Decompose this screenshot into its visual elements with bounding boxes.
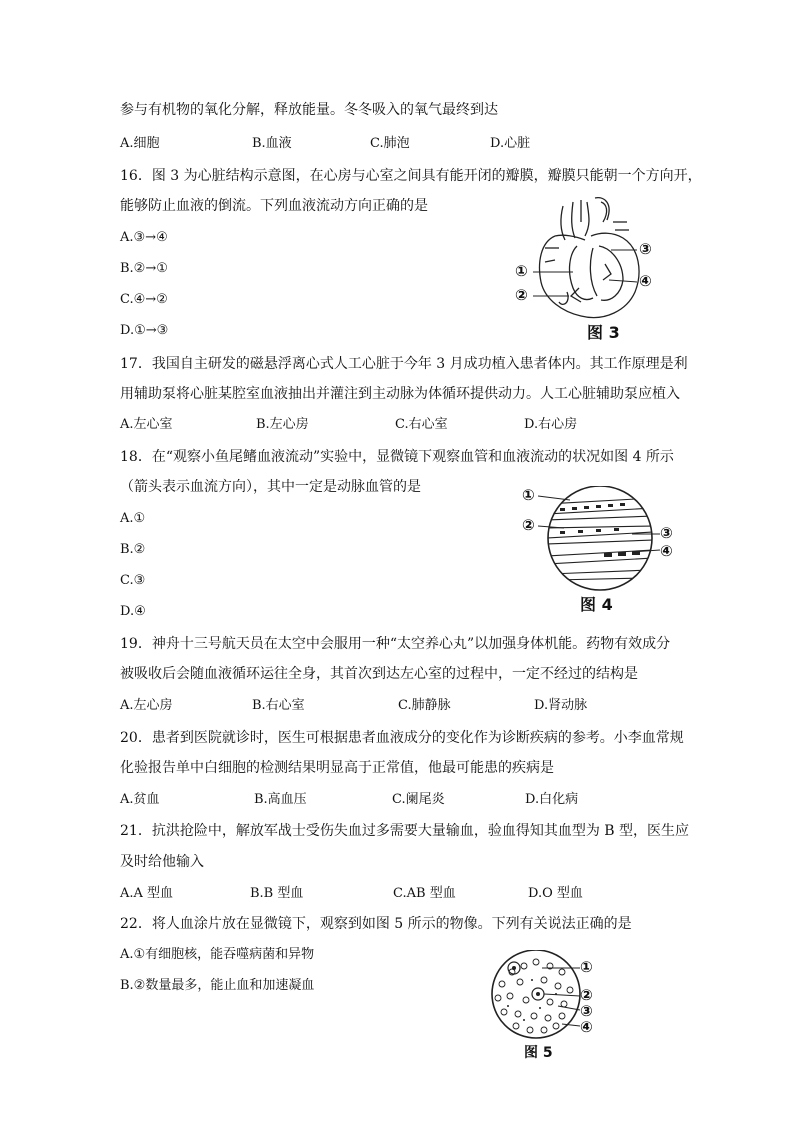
option-d: D.①→③ [120,323,169,338]
option-a: A.左心房 [120,698,173,713]
figure-4-label-4: ④ [660,542,673,560]
figure-5-label-3: ③ [580,1002,593,1020]
question-20-cont: 化验报告单中白细胞的检测结果明显高于正常值，他最可能患的疾病是 [120,760,554,776]
question-20: 20．患者到医院就诊时，医生可根据患者血液成分的变化作为诊断疾病的参考。小李血常规 [120,730,684,746]
question-22: 22．将人血涂片放在显微镜下，观察到如图 5 所示的物像。下列有关说法正确的是 [120,916,632,932]
figure-3-label-3: ③ [639,240,652,258]
option-a: A.贫血 [120,792,160,807]
option-d: D.④ [120,604,146,619]
option-c: C.右心室 [395,417,448,432]
option-d: D.肾动脉 [534,698,588,713]
figure-5-blood-smear [478,950,608,1060]
figure-3-heart-diagram [515,192,675,342]
option-a: A.左心室 [120,417,173,432]
option-a: A.细胞 [120,136,160,151]
question-21-cont: 及时给他输入 [120,854,204,870]
figure-5-label-2: ② [580,986,593,1004]
question-18-cont: （箭头表示血流方向），其中一定是动脉血管的是 [120,479,421,495]
figure-4-label-3: ③ [660,524,673,542]
option-a: A.A 型血 [120,886,174,901]
figure-3-label-2: ② [515,286,528,304]
question-16-cont: 能够防止血液的倒流。下列血液流动方向正确的是 [120,198,428,214]
option-a: A.① [120,511,146,526]
option-c: C.阑尾炎 [392,792,445,807]
question-21: 21．抗洪抢险中，解放军战士受伤失血过多需要大量输血，验血得知其血型为 B 型，医生应 [120,823,690,839]
option-b: B.B 型血 [250,886,304,901]
option-a: A.①有细胞核，能吞噬病菌和异物 [120,947,315,962]
option-c: C.AB 型血 [393,886,456,901]
figure-4-caption: 图 4 [580,595,613,614]
figure-5-label-4: ④ [580,1018,593,1036]
figure-4-label-1: ① [522,486,535,504]
option-d: D.O 型血 [528,886,583,901]
question-19-cont: 被吸收后会随血液循环运往全身，其首次到达左心室的过程中，一定不经过的结构是 [120,666,638,682]
option-b: B.②→① [120,261,168,276]
question-16: 16．图 3 为心脏结构示意图，在心房与心室之间具有能开闭的瓣膜，瓣膜只能朝一个方向开， [120,168,702,184]
figure-3-caption: 图 3 [587,323,620,342]
figure-5-label-1: ① [580,958,593,976]
option-b: B.右心室 [252,698,305,713]
question-18: 18．在“观察小鱼尾鳍血液流动”实验中，显微镜下观察血管和血液流动的状况如图 4 所示 [120,449,674,465]
option-d: D.心脏 [490,136,531,151]
question-17-cont: 用辅助泵将心脏某腔室血液抽出并灌注到主动脉为体循环提供动力。人工心脏辅助泵应植入 [120,386,680,402]
option-c: C.肺泡 [370,136,410,151]
option-d: D.右心房 [524,417,578,432]
figure-4-blood-vessels [520,486,680,616]
option-b: B.② [120,542,146,557]
question-17: 17．我国自主研发的磁悬浮离心式人工心脏于今年 3 月成功植入患者体内。其工作原理是利 [120,356,688,372]
text-line: 参与有机物的氧化分解，释放能量。冬冬吸入的氧气最终到达 [120,102,498,118]
option-c: C.③ [120,573,146,588]
option-b: B.血液 [252,136,292,151]
figure-3-label-4: ④ [639,272,652,290]
option-c: C.④→② [120,292,168,307]
option-c: C.肺静脉 [398,698,451,713]
option-d: D.白化病 [525,792,579,807]
option-a: A.③→④ [120,230,168,245]
option-b: B.②数量最多，能止血和加速凝血 [120,978,315,993]
figure-4-label-2: ② [522,516,535,534]
blood-vessel-image [520,486,680,596]
question-19: 19．神舟十三号航天员在太空中会服用一种“太空养心丸”以加强身体机能。药物有效成分 [120,636,671,652]
figure-5-caption: 图 5 [524,1045,553,1061]
figure-3-label-1: ① [515,262,528,280]
option-b: B.左心房 [256,417,309,432]
option-b: B.高血压 [254,792,307,807]
